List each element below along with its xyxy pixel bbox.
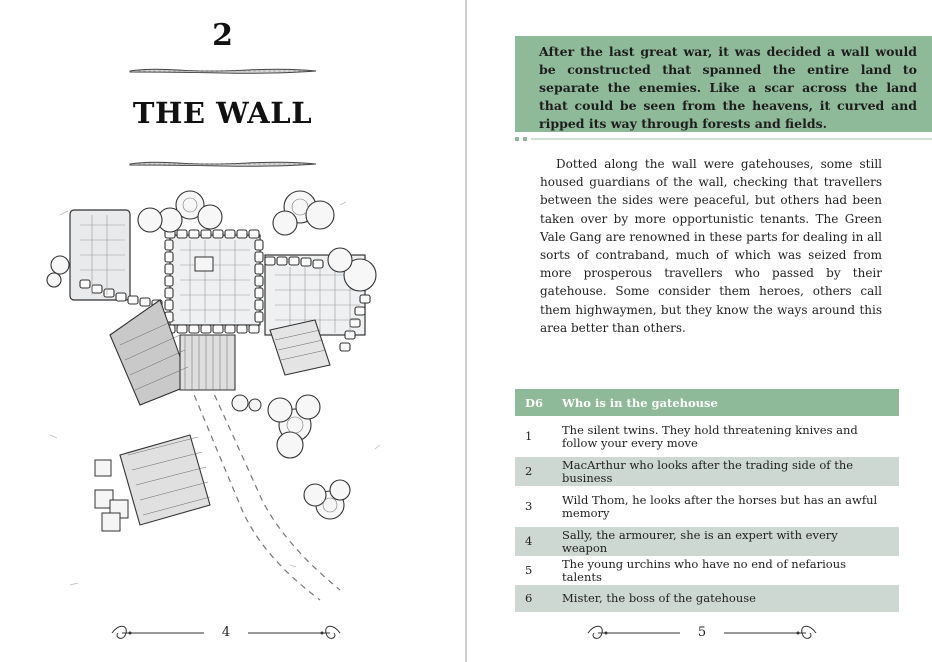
row-roll: 1 bbox=[525, 429, 533, 443]
row-text: The silent twins. They hold threatening knives and follow your every move bbox=[562, 422, 858, 450]
d6-table bbox=[515, 389, 899, 612]
row-text: Wild Thom, he looks after the horses but has an awful memory bbox=[562, 492, 878, 520]
chapter-title: THE WALL bbox=[132, 96, 313, 130]
row-roll: 4 bbox=[525, 534, 533, 548]
table-row bbox=[515, 527, 899, 556]
flourish-right-icon bbox=[720, 622, 820, 644]
callout-divider-icon bbox=[515, 137, 932, 141]
row-roll: 6 bbox=[525, 591, 533, 605]
header-roll: D6 bbox=[525, 395, 543, 410]
flourish-right-icon bbox=[244, 622, 344, 644]
row-text: The young urchins who have no end of nefarious talents bbox=[562, 556, 847, 584]
flourish-left-icon bbox=[108, 622, 208, 644]
page-footer bbox=[584, 622, 820, 644]
flourish-left-icon bbox=[584, 622, 684, 644]
header-text: Who is in the gatehouse bbox=[562, 395, 718, 410]
table-header bbox=[515, 389, 899, 416]
table-row bbox=[515, 486, 899, 527]
row-roll: 5 bbox=[525, 563, 533, 577]
table-row bbox=[515, 556, 899, 585]
row-roll: 3 bbox=[525, 499, 533, 513]
table-row bbox=[515, 416, 899, 457]
table-row bbox=[515, 457, 899, 486]
gatehouse-map-illustration bbox=[40, 185, 420, 605]
row-text: MacArthur who looks after the trading side of the business bbox=[562, 457, 854, 485]
body-paragraph: Dotted along the wall were gatehouses, some still housed guardians of the wall, checking that travellers between the sides were peaceful, but others had been taken over by more opportunistic tenants. The Green Vale Gang are renowned in these parts for dealing in all sorts of contraband, much of which was seized from more prosperous travellers who passed by their gatehouse. Some consider them heroes, others call them highwaymen, but they know the ways around this area better than others. bbox=[540, 157, 882, 335]
intro-callout: After the last great war, it was decided a wall would be constructed that spanned the entire land to separate the enemies. Like a scar across the land that could be seen from the heavens, it curved and ripped its way through forests and fields. bbox=[515, 36, 932, 132]
row-roll: 2 bbox=[525, 464, 533, 478]
page-number: 5 bbox=[697, 625, 707, 640]
table-row bbox=[515, 585, 899, 612]
right-page bbox=[467, 0, 932, 662]
chapter-number: 2 bbox=[212, 18, 233, 53]
row-text: Mister, the boss of the gatehouse bbox=[562, 591, 756, 605]
decorative-rule-icon bbox=[128, 160, 318, 168]
decorative-rule-icon bbox=[128, 67, 318, 75]
page-number: 4 bbox=[221, 625, 231, 640]
row-text: Sally, the armourer, she is an expert with every weapon bbox=[562, 527, 838, 555]
page-footer bbox=[108, 622, 344, 644]
